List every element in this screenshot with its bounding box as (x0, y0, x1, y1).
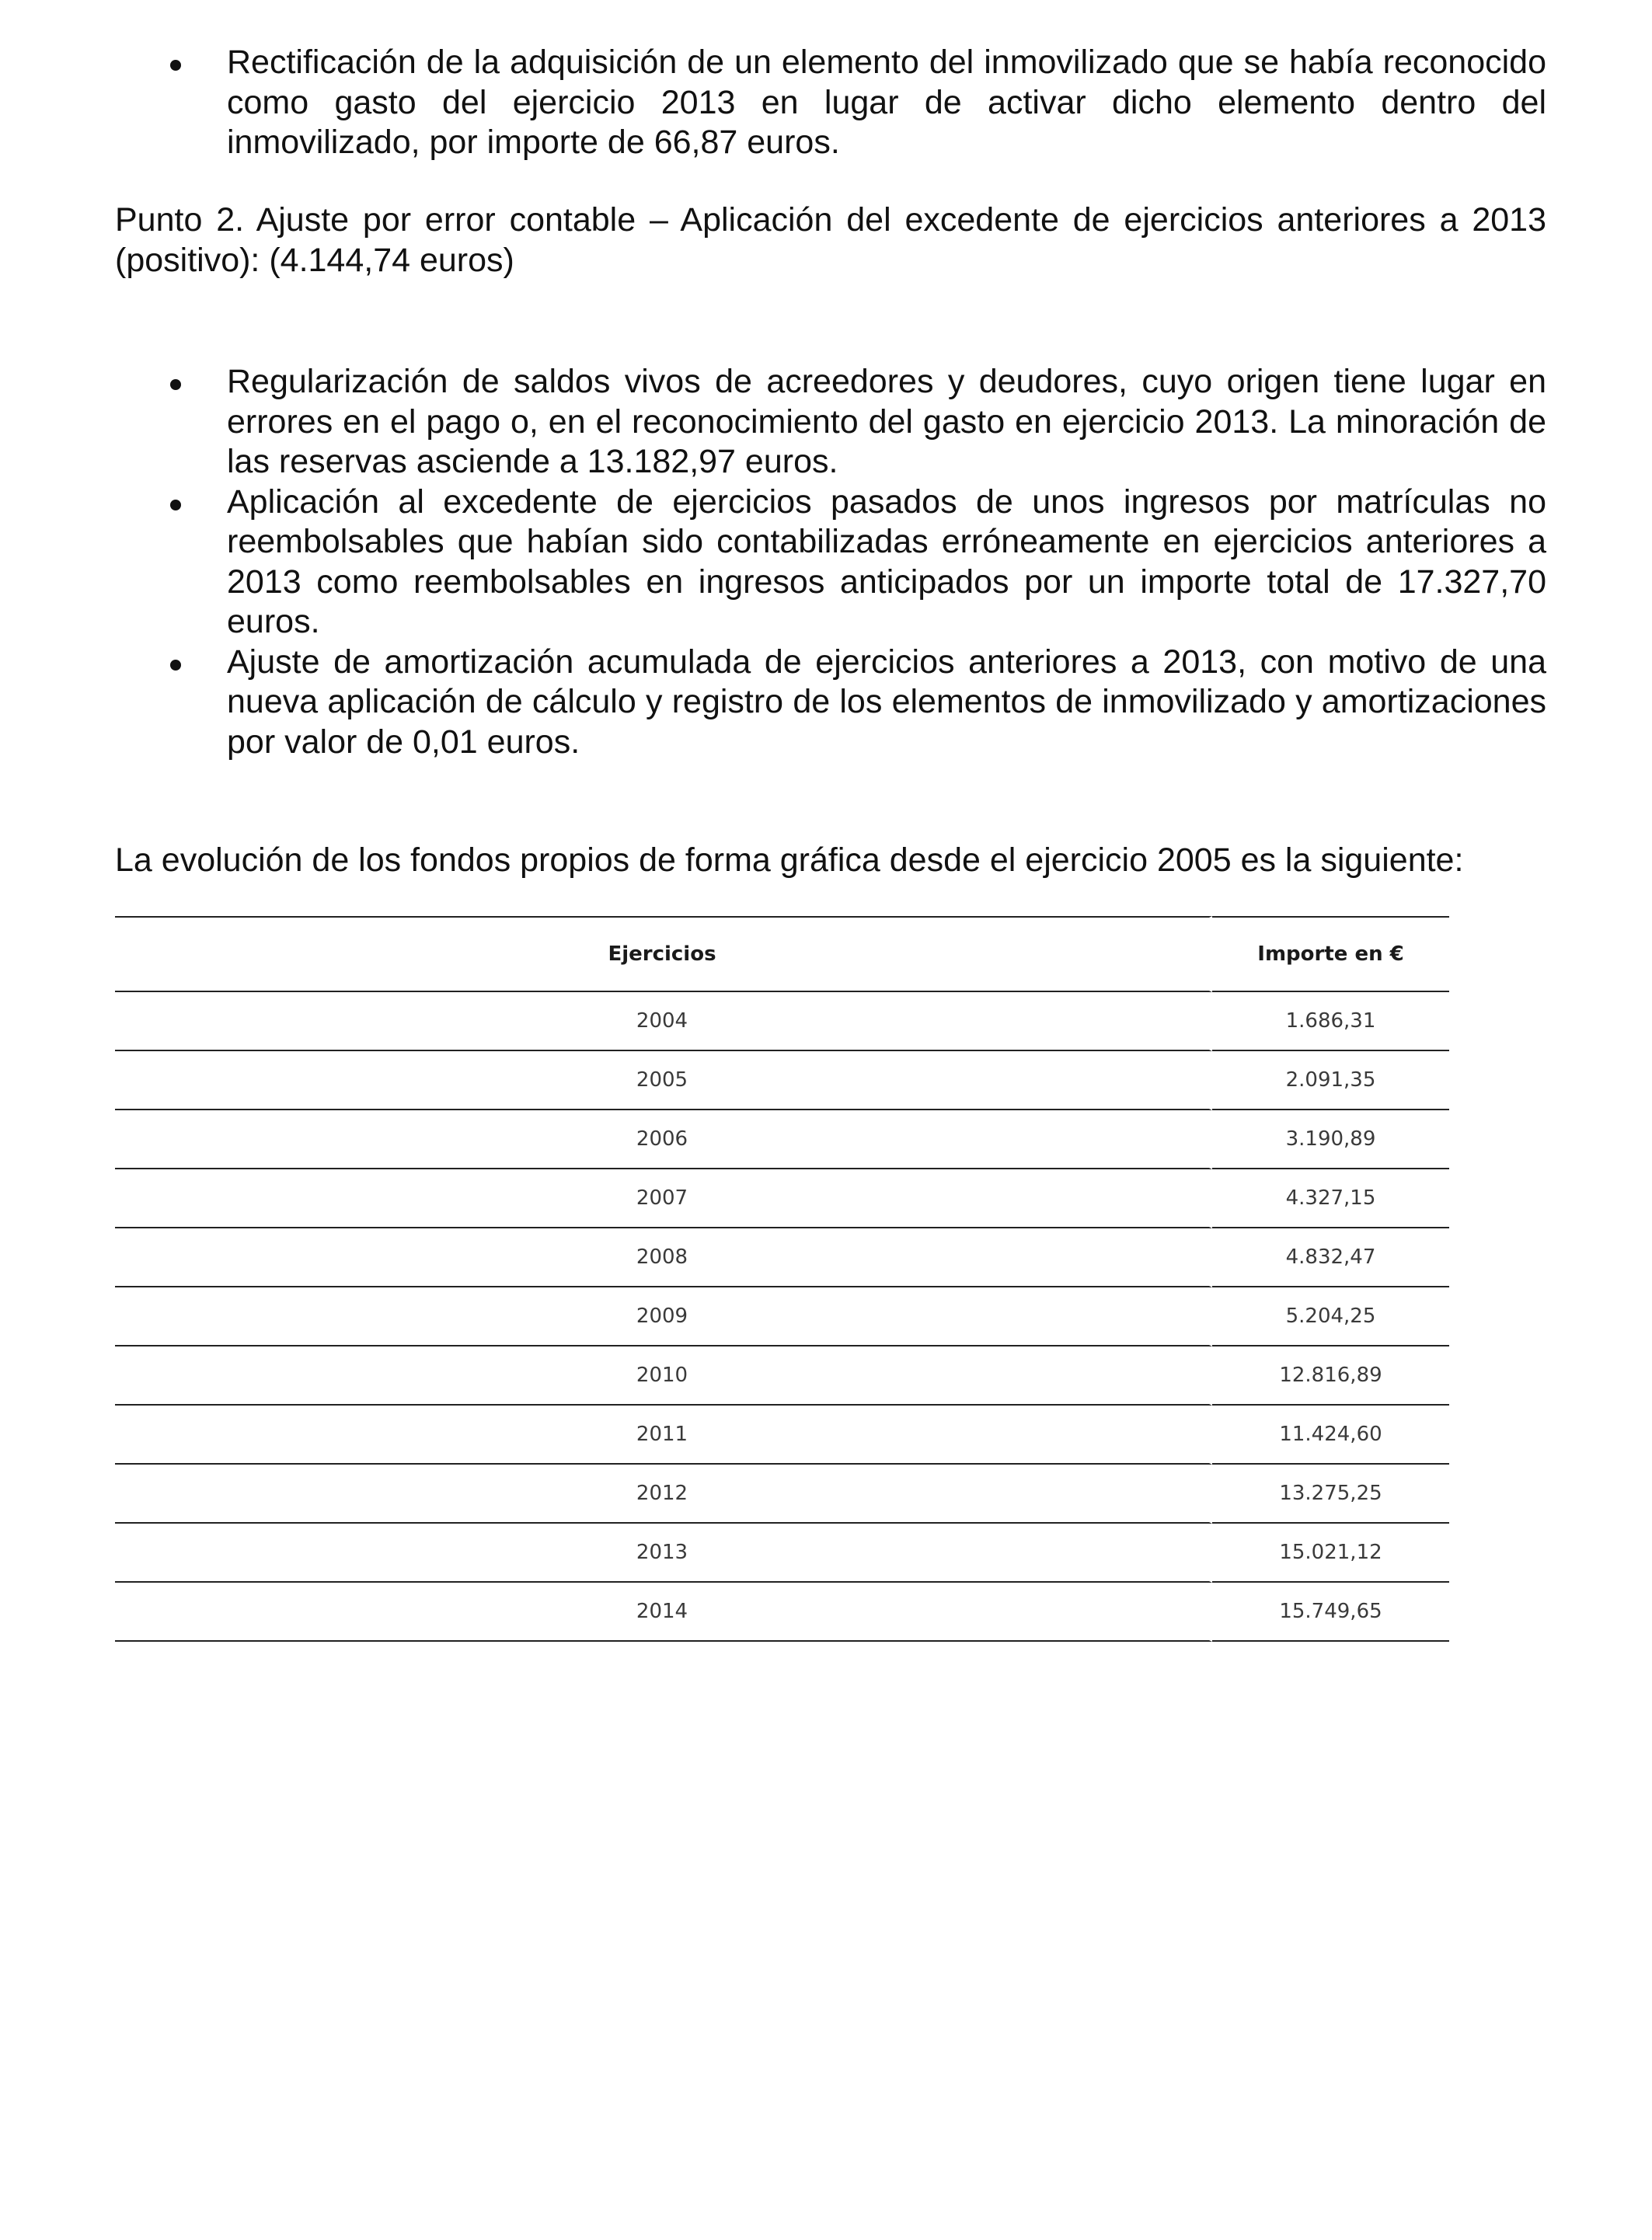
header-ejercicios: Ejercicios (115, 916, 1212, 992)
cell-amount: 1.686,31 (1212, 992, 1449, 1051)
cell-year: 2007 (115, 1169, 1212, 1228)
list-item (165, 43, 1546, 163)
cell-amount: 11.424,60 (1212, 1406, 1449, 1465)
fondos-propios-table (115, 916, 1449, 1642)
cell-amount: 15.021,12 (1212, 1524, 1449, 1583)
table-row (115, 1110, 1449, 1169)
table-row (115, 1583, 1449, 1642)
list-item (165, 643, 1546, 763)
bullet-icon (170, 379, 181, 390)
bullet-icon (170, 660, 181, 671)
cell-year: 2013 (115, 1524, 1212, 1583)
cell-amount: 5.204,25 (1212, 1287, 1449, 1346)
table-row (115, 1287, 1449, 1346)
cell-year: 2012 (115, 1465, 1212, 1524)
top-bullet-list (165, 43, 1546, 163)
table-row (115, 1228, 1449, 1287)
cell-amount: 2.091,35 (1212, 1051, 1449, 1110)
list-item (165, 482, 1546, 643)
cell-year: 2004 (115, 992, 1212, 1051)
cell-year: 2006 (115, 1110, 1212, 1169)
table-row (115, 1406, 1449, 1465)
table-header-row (115, 916, 1449, 992)
cell-amount: 4.832,47 (1212, 1228, 1449, 1287)
cell-year: 2010 (115, 1346, 1212, 1406)
table-row (115, 1346, 1449, 1406)
cell-amount: 4.327,15 (1212, 1169, 1449, 1228)
cell-year: 2014 (115, 1583, 1212, 1642)
cell-year: 2011 (115, 1406, 1212, 1465)
intro-paragraph: La evolución de los fondos propios de forma gráfica desde el ejercicio 2005 es la siguiente: (115, 841, 1464, 879)
punto2-heading: Punto 2. Ajuste por error contable – Aplicación del excedente de ejercicios anteriores a 2013 (positivo): (4.144,74 euros) (115, 201, 1546, 279)
cell-year: 2005 (115, 1051, 1212, 1110)
cell-year: 2008 (115, 1228, 1212, 1287)
bullet-icon (170, 60, 181, 71)
bullet-text: Ajuste de amortización acumulada de ejercicios anteriores a 2013, con motivo de una nueva aplicación de cálculo y registro de los elementos de inmovilizado y amortizaciones por valor de 0,01 euros. (227, 643, 1546, 761)
bullet-text: Rectificación de la adquisición de un elemento del inmovilizado que se había reconocido como gasto del ejercicio 2013 en lugar de activar dicho elemento dentro del inmovilizado, por importe de 66,87 euros. (227, 44, 1546, 161)
cell-amount: 15.749,65 (1212, 1583, 1449, 1642)
table-row (115, 992, 1449, 1051)
cell-amount: 13.275,25 (1212, 1465, 1449, 1524)
bullet-text: Aplicación al excedente de ejercicios pasados de unos ingresos por matrículas no reembolsables que habían sido contabilizadas erróneamente en ejercicios anteriores a 2013 como reembolsables en ingresos anticipados por un importe total de 17.327,70 euros. (227, 482, 1546, 640)
cell-year: 2009 (115, 1287, 1212, 1346)
bullet-icon (170, 500, 181, 510)
punto2-bullet-list (165, 362, 1546, 762)
table-row (115, 1169, 1449, 1228)
cell-amount: 12.816,89 (1212, 1346, 1449, 1406)
table-row (115, 1524, 1449, 1583)
cell-amount: 3.190,89 (1212, 1110, 1449, 1169)
bullet-text: Regularización de saldos vivos de acreedores y deudores, cuyo origen tiene lugar en errores en el pago o, en el reconocimiento del gasto en ejercicio 2013. La minoración de las reservas asciende a 13.182,97 euros. (227, 363, 1546, 480)
table-row (115, 1465, 1449, 1524)
header-importe: Importe en € (1212, 916, 1449, 992)
table-row (115, 1051, 1449, 1110)
list-item (165, 362, 1546, 482)
